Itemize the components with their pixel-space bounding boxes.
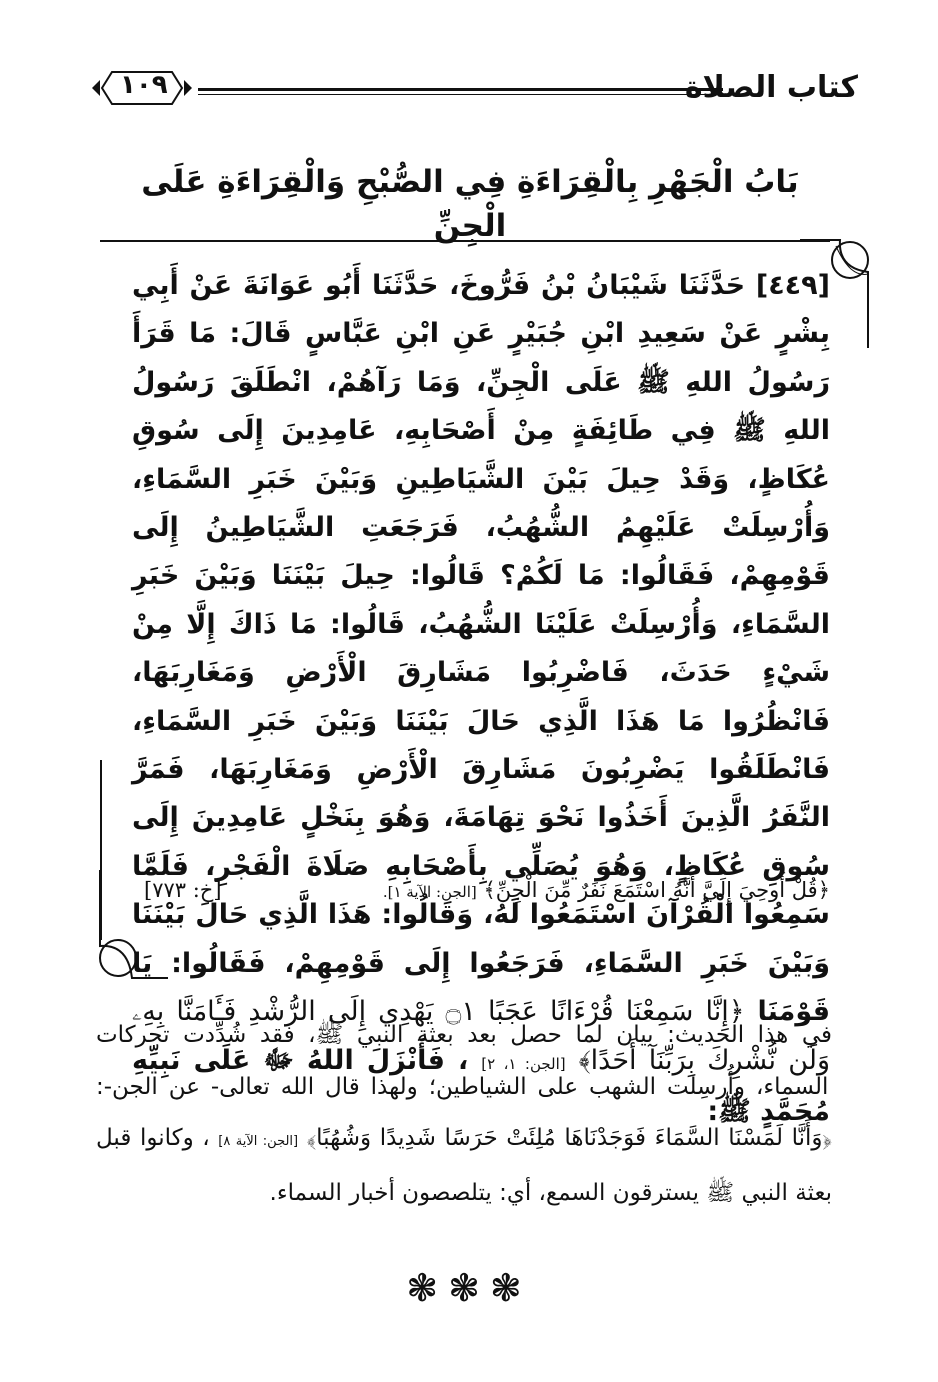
verse-reference: [الجن: الآية ١].	[382, 883, 477, 901]
frame-top-rule	[100, 240, 830, 242]
page-number-ornament	[88, 66, 196, 110]
quran-verse	[383, 878, 830, 902]
section-end-ornament: ❃❃❃	[406, 1266, 532, 1310]
commentary-text: ، وكانوا قبل بعثة النبي ﷺ يسترقون السمع، أي: يتلصصون أخبار السماء.	[96, 1125, 832, 1206]
bukhari-reference: [خ: ٧٧٣]	[144, 878, 222, 902]
running-head: كتاب الصلاة	[684, 70, 858, 105]
header-rule	[198, 88, 723, 91]
reference-line	[132, 878, 830, 918]
quran-verse: ﴿وَأَنَّا لَمَسْنَا السَّمَاءَ فَوَجَدْنَاهَا مُلِئَتْ حَرَسًا شَدِيدًا وَشُهُبًا﴾	[306, 1125, 832, 1152]
page-number: ١٠٩	[120, 70, 168, 100]
page-header	[88, 66, 858, 112]
chapter-title: بَابُ الْجَهْرِ بِالْقِرَاءَةِ فِي الصُّبْحِ وَالْقِرَاءَةِ عَلَى الْجِنِّ	[141, 164, 799, 244]
verse-reference: [الجن: ١، ٢]	[481, 1054, 566, 1073]
hadith-continuation: ، فَأَنْزَلَ اللهُ ﷻ عَلَى نَبِيِّهِ مُحَمَّدٍ ﷺ:	[132, 1044, 830, 1127]
quran-verse: ﴿إِنَّا سَمِعْنَا قُرْءَانًا عَجَبًا ۝١ يَهْدِي إِلَى الرُّشْدِ فَـَٔامَنَّا بِهِۦ وَلَن نُّشْرِكَ بِرَبِّنَآ أَحَدًا﴾	[132, 996, 831, 1076]
hadith-text: [٤٤٩] حَدَّثَنَا شَيْبَانُ بْنُ فَرُّوخَ، حَدَّثَنَا أَبُو عَوَانَةَ عَنْ أَبِي بِشْرٍ عَنْ سَعِيدِ ابْنِ جُبَيْرٍ عَنِ ابْنِ عَبَّاسٍ قَالَ: مَا قَرَأَ رَسُولُ اللهِ ﷺ عَلَى الْجِنِّ، وَمَا رَآهُمْ، انْطَلَقَ رَسُولُ اللهِ ﷺ فِي طَائِفَةٍ مِنْ أَصْحَابِهِ، عَامِدِينَ إِلَى سُوقِ عُكَاظٍ، وَقَدْ حِيلَ بَيْنَ الشَّيَاطِينِ وَبَيْنَ خَبَرِ السَّمَاءِ، وَأُرْسِلَتْ عَلَيْهِمُ الشُّهُبُ، فَرَجَعَتِ الشَّيَاطِينُ إِلَى قَوْمِهِمْ، فَقَالُوا: مَا لَكُمْ؟ قَالُوا: حِيلَ بَيْنَنَا وَبَيْنَ خَبَرِ السَّمَاءِ، وَأُرْسِلَتْ عَلَيْنَا الشُّهُبُ، قَالُوا: مَا ذَاكَ إِلَّا مِنْ شَيْءٍ حَدَثَ، فَاضْرِبُوا مَشَارِقَ الْأَرْضِ وَمَغَارِبَهَا، فَانْظُرُوا مَا هَذَا الَّذِي حَالَ بَيْنَنَا وَبَيْنَ خَبَرِ السَّمَاءِ، فَانْطَلَقُوا يَضْرِبُونَ مَشَارِقَ الْأَرْضِ وَمَغَارِبَهَا، فَمَرَّ النَّفَرُ الَّذِينَ أَخَذُوا نَحْوَ تِهَامَةَ، وَهُوَ بِنَخْلٍ عَامِدِينَ إِلَى سُوقِ عُكَاظٍ، وَهُوَ يُصَلِّي بِأَصْحَابِهِ صَلَاةَ الْفَجْرِ، فَلَمَّا سَمِعُوا الْقُرْآنَ اسْتَمَعُوا لَهُ، وَقَالُوا: هَذَا الَّذِي حَالَ بَيْنَنَا وَبَيْنَ خَبَرِ السَّمَاءِ، فَرَجَعُوا إِلَى قَوْمِهِمْ، فَقَالُوا: يَا قَوْمَنَا	[132, 270, 830, 1028]
header-rule-thin	[198, 94, 723, 95]
quran-verse-text: ﴿قُلْ أُوحِيَ إِلَيَّ أَنَّهُ اسْتَمَعَ نَفَرٌ مِّنَ الْجِنِّ﴾	[483, 878, 830, 902]
hadith-body	[132, 262, 830, 1136]
verse-reference: [الجن: الآية ٨]	[218, 1134, 299, 1150]
commentary-text: في هذا الحديث: بيان لما حصل بعد بعثة النبي ﷺ، فقد شُدِّدت تحركات السماء، وأُرسِلت الشهب على الشياطين؛ ولهذا قال الله تعالى- عن الجن-:	[96, 1022, 832, 1100]
commentary	[96, 1010, 832, 1219]
